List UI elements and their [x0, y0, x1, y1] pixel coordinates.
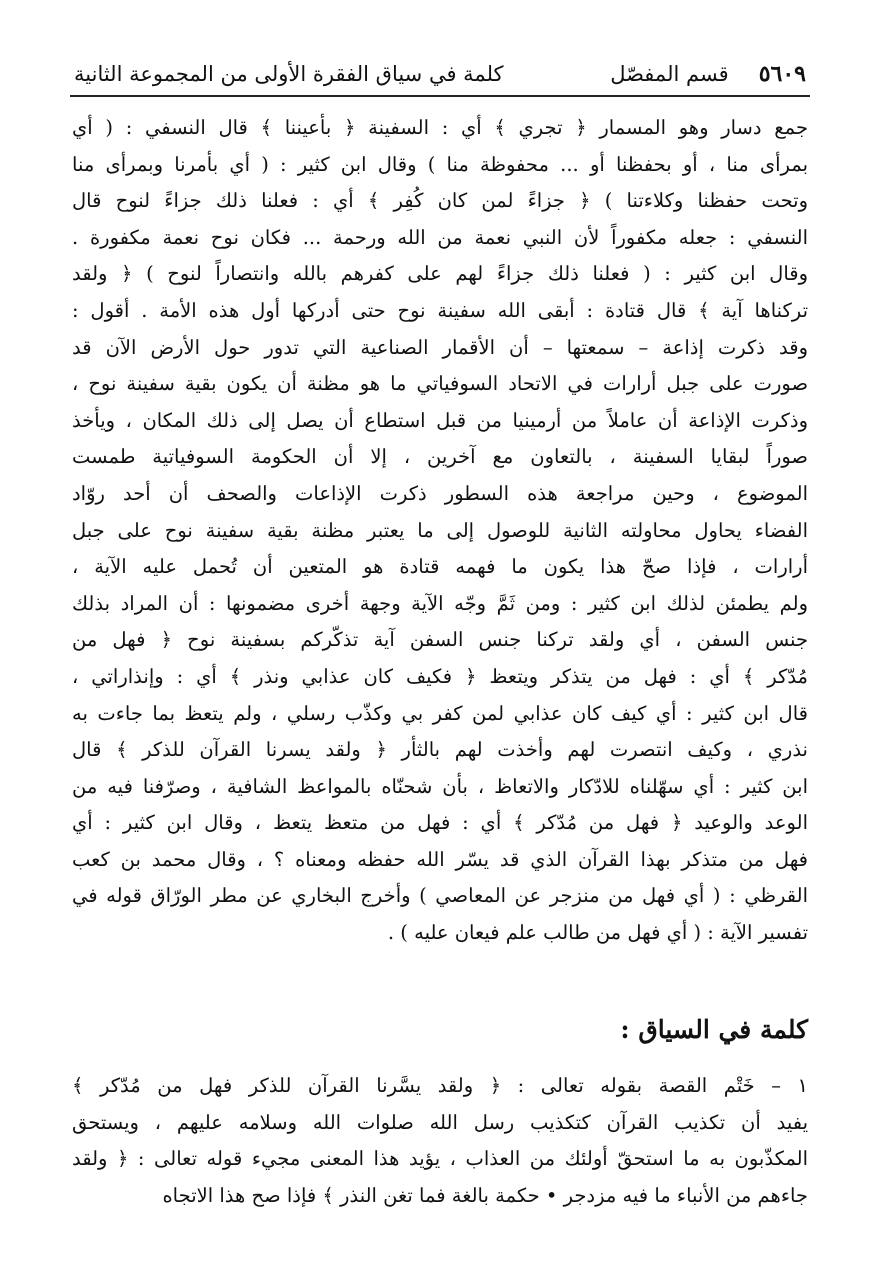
- text-line: تركناها آية ﴾ قال قتادة : أبقى الله سفينة نوح حتى أدركها أول هذه الأمة . أقول :: [72, 298, 808, 322]
- text-line: نذري ، وكيف انتصرت لهم وأخذت لهم بالثأر ﴿ ولقد يسرنا القرآن للذكر ﴾ قال: [72, 738, 808, 762]
- text-line: تفسير الآية : ( أي فهل من طالب علم فيعان عليه ) .: [387, 921, 808, 945]
- page-number: ٥٦٠٩: [758, 61, 806, 87]
- header-rule: [70, 95, 810, 97]
- text-line: جمع دسار وهو المسمار ﴿ تجري ﴾ أي : السفينة ﴿ بأعيننا ﴾ قال النسفي : ( أي: [72, 116, 808, 139]
- text-line: القرظي : ( أي فهل من منزجر عن المعاصي ) وأخرج البخاري عن مطر الورّاق قوله في: [72, 884, 808, 908]
- commentary-paragraph: [72, 110, 808, 952]
- text-line: ابن كثير : أي سهّلناه للادّكار والاتعاظ ، بأن شحنّاه بالمواعظ الشافية ، وصرّفنا فيه من: [72, 774, 808, 798]
- text-line: جنس السفن ، أي ولقد تركنا جنس السفن آية تذكّركم بسفينة نوح ﴿ فهل من: [72, 628, 808, 652]
- text-line: النسفي : جعله مكفوراً لأن النبي نعمة من الله ورحمة ... فكان نوح نعمة مكفورة .: [72, 225, 808, 249]
- text-line: وقال ابن كثير : ( فعلنا ذلك جزاءً لهم على كفرهم بالله وانتصاراً لنوح ) ﴿ ولقد: [72, 262, 808, 286]
- text-line: وقد ذكرت إذاعة – سمعتها – أن الأقمار الصناعية التي تدور حول الأرض الآن قد: [72, 335, 808, 359]
- text-line: صوراً لبقايا السفينة ، بالتعاون مع آخرين ، إلا أن الحكومة السوفياتية طمست: [72, 445, 808, 469]
- header-meta: [610, 61, 806, 87]
- text-line: الموضوع ، وحين مراجعة هذه السطور ذكرت الإذاعات والصحف أن أحد روّاد: [72, 481, 808, 505]
- text-line: ولم يطمئن لذلك ابن كثير : ومن ثَمَّ وجّه الآية وجهة أخرى مضمونها : أن المراد بذلك: [72, 591, 808, 615]
- text-line: فهل من متذكر بهذا القرآن الذي قد يسّر الله حفظه ومعناه ؟ ، وقال محمد بن كعب: [72, 847, 808, 871]
- text-line: ١ – خَتْم القصة بقوله تعالى : ﴿ ولقد يسَّرنا القرآن للذكر فهل من مُدّكر ﴾: [72, 1074, 808, 1097]
- text-line: صورت على جبل أرارات في الاتحاد السوفياتي ما هو مظنة أن يكون بقية سفينة نوح ،: [72, 372, 808, 396]
- section-name: قسم المفصّل: [610, 62, 729, 86]
- text-line: يفيد أن تكذيب القرآن كتكذيب رسل الله صلوات الله وسلامه عليهم ، ويستحق: [72, 1110, 808, 1134]
- text-line: مُدّكر ﴾ أي : فهل من يتذكر ويتعظ ﴿ فكيف كان عذابي ونذر ﴾ أي : وإنذاراتي ،: [72, 664, 808, 688]
- text-line: بمرأى منا ، أو بحفظنا أو ... محفوظة منا ) وقال ابن كثير : ( أي بأمرنا وبمرأى منا: [72, 152, 808, 176]
- text-line: جاءهم من الأنباء ما فيه مزدجر • حكمة بالغة فما تغن النذر ﴾ فإذا صح هذا الاتجاه: [162, 1183, 808, 1207]
- text-line: وتحت حفظنا وكلاءتنا ) ﴿ جزاءً لمن كان كُفِر ﴾ أي : فعلنا ذلك جزاءً لنوح قال: [72, 189, 808, 213]
- chapter-title: كلمة في سياق الفقرة الأولى من المجموعة الثانية: [74, 62, 504, 86]
- text-line: وذكرت الإذاعة أن عاملاً من أرمينيا من قبل استطاع أن يصل إلى ذلك المكان ، ويأخذ: [72, 408, 808, 432]
- text-line: الفضاء يحاول محاولته الثانية للوصول إلى ما يعتبر مظنة بقية سفينة نوح على جبل: [72, 518, 808, 542]
- context-paragraph: [72, 1068, 808, 1214]
- section-heading: كلمة في السياق :: [620, 1015, 808, 1044]
- text-line: قال ابن كثير : أي كيف كان عذابي لمن كفر بي وكذّب رسلي ، ولم يتعظ بما جاءت به: [72, 701, 808, 725]
- text-line: الوعد والوعيد ﴿ فهل من مُدّكر ﴾ أي : فهل من متعظ يتعظ ، وقال ابن كثير : أي: [72, 811, 808, 835]
- text-line: أرارات ، فإذا صحّ هذا يكون ما فهمه قتادة هو المتعين أن تُحمل عليه الآية ،: [72, 555, 808, 579]
- running-header: [74, 56, 806, 92]
- text-line: المكذّبون به ما استحقّ أولئك من العذاب ، يؤيد هذا المعنى مجيء قوله تعالى : ﴿ ولقد: [72, 1147, 808, 1171]
